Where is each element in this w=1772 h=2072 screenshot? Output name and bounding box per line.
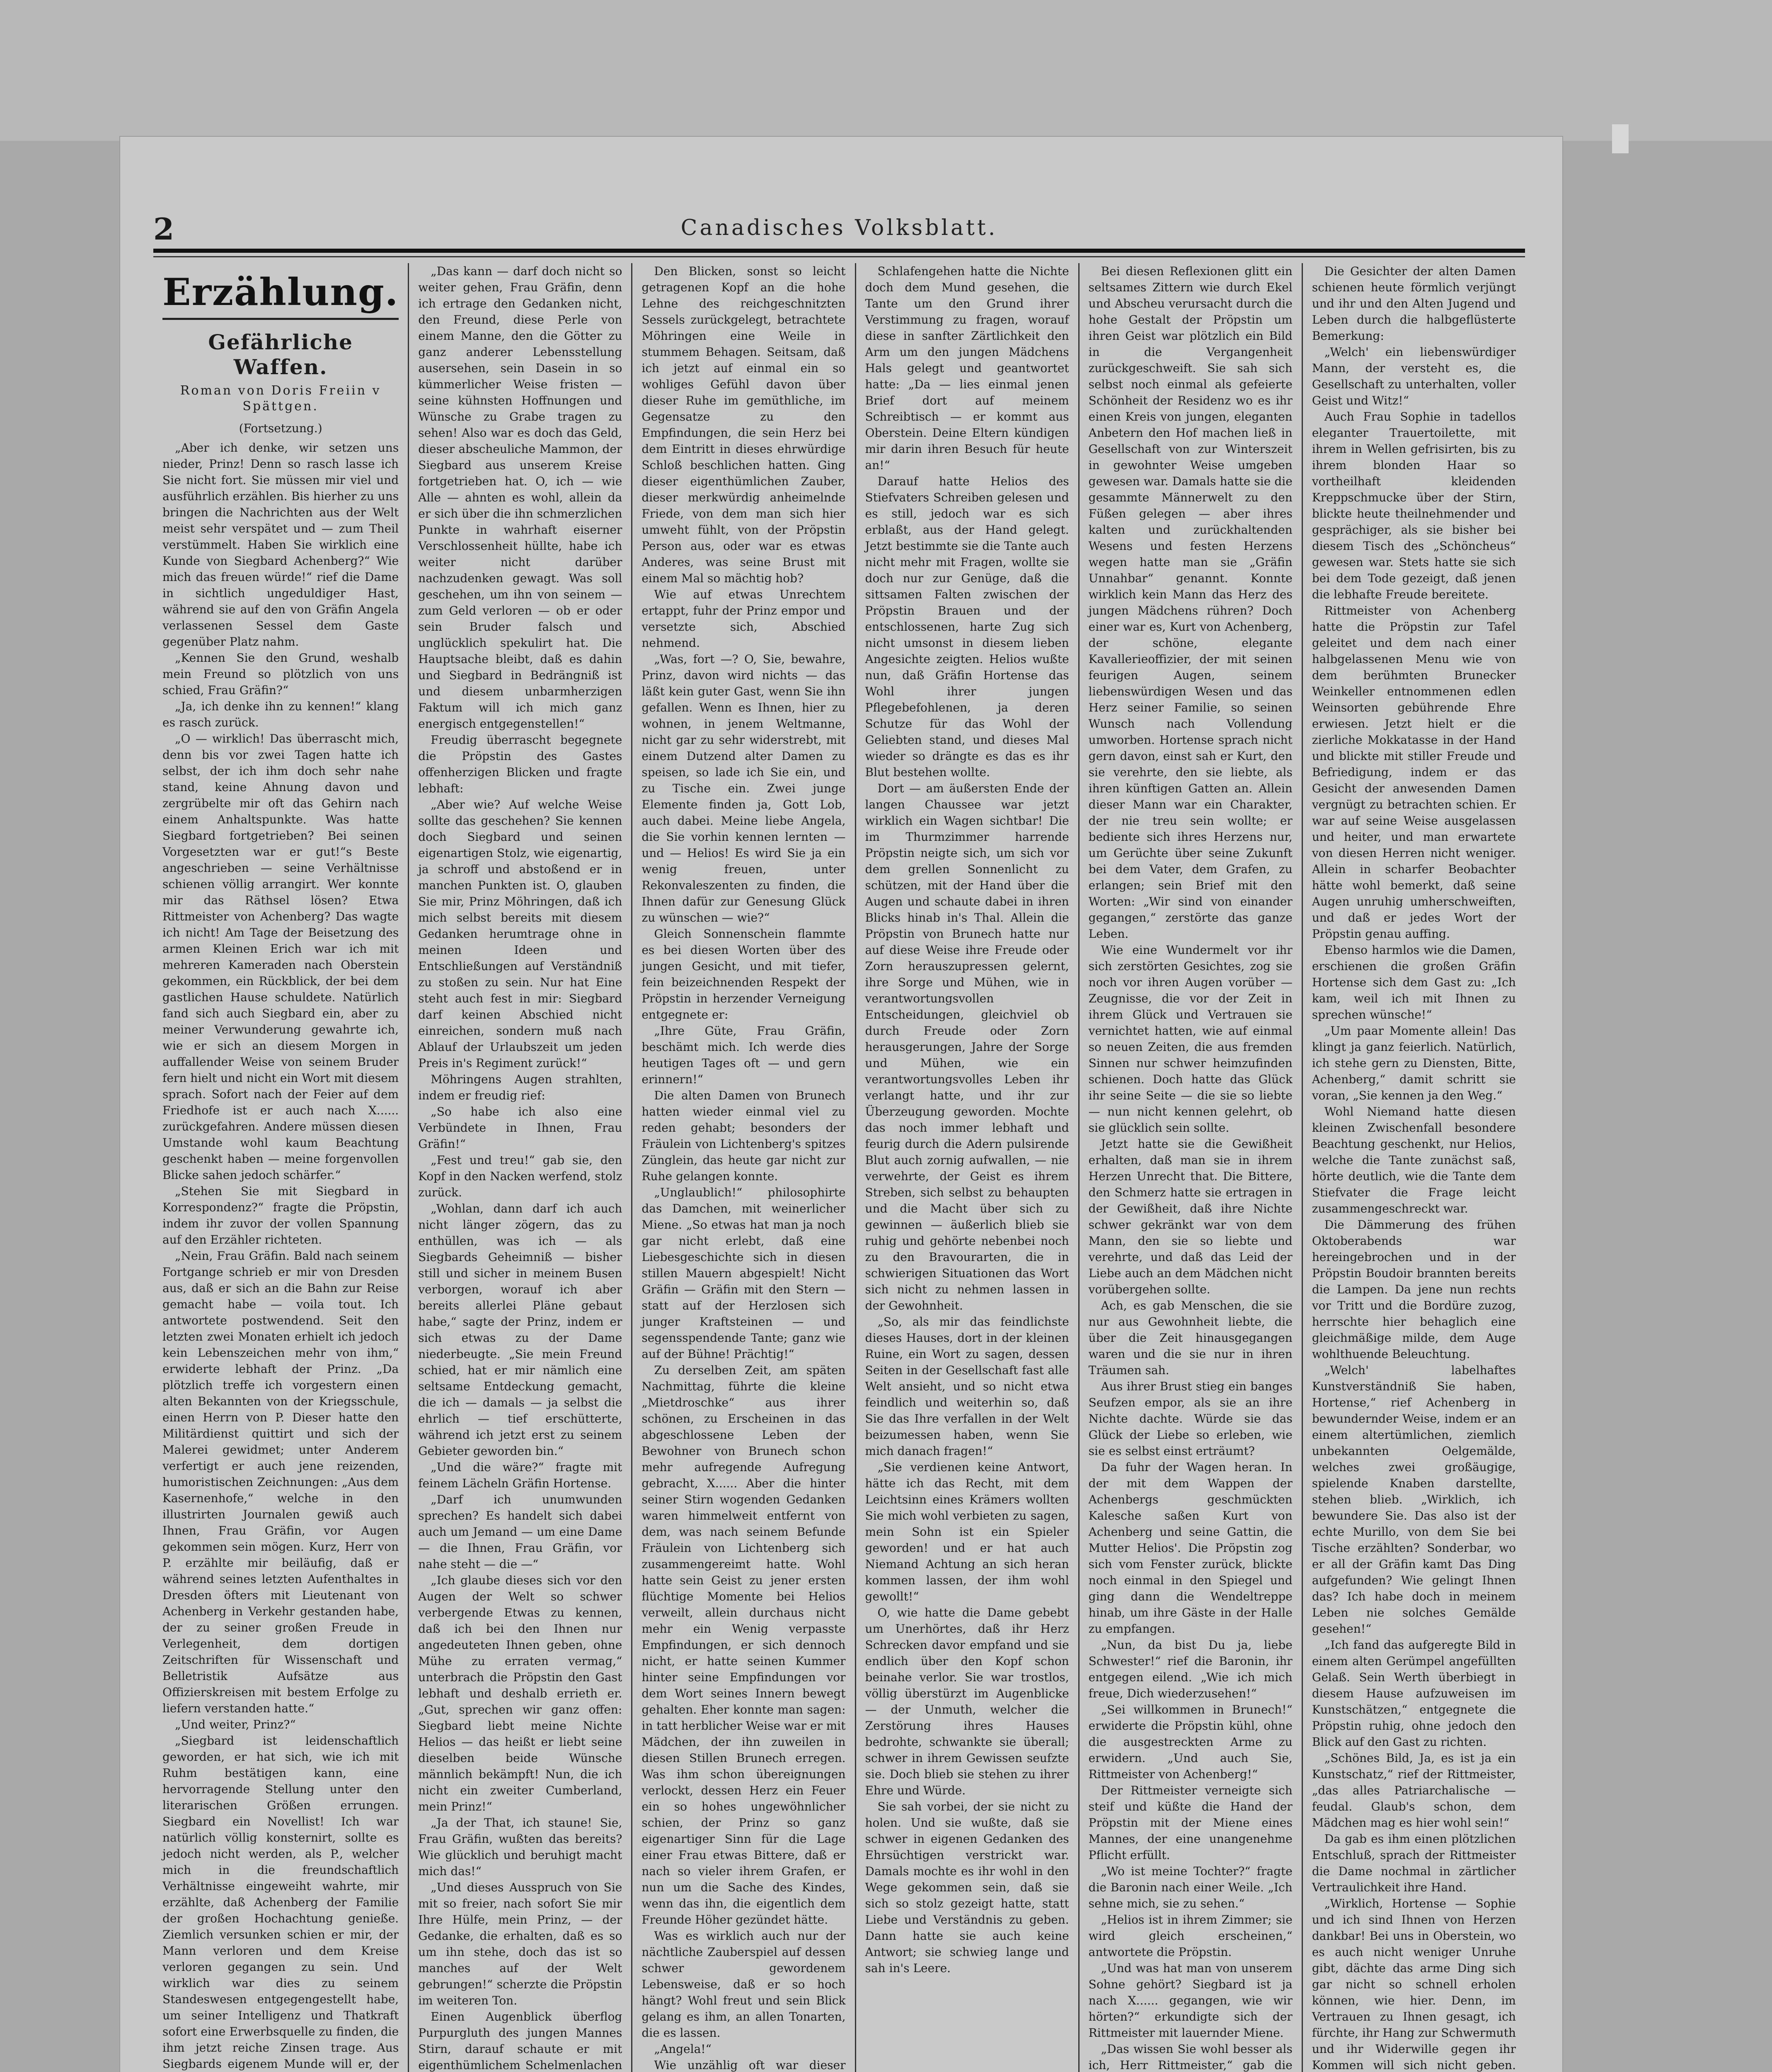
paragraph: „Fest und treu!“ gab sie, den Kopf in den Nacken werfend, stolz zurück. — [418, 1153, 622, 1199]
paragraph: „So, als mir das feindlichste dieses Hauses, dort in der kleinen Ruine, ein Wort zu sagen, dessen Seiten in der Gesellschaft fast alle Welt ansieht, und so nicht etwa feindlich und weiterhin so, daß Sie das Ihre verfallen in der Welt beizumessen haben, wenn Sie mich danach fragen!“ — [865, 1315, 1069, 1458]
paragraph: „Um paar Momente allein! Das klingt ja ganz feierlich. Natürlich, ich stehe gern zu Diensten, Bitte, Achenberg,“ damit schritt sie voran, „Sie kennen ja den Weg.“ — [1312, 1024, 1516, 1102]
paragraph: „Aber ich denke, wir setzen uns nieder, Prinz! Denn so rasch lasse ich Sie nicht fort. Sie müssen mir viel und ausführlich erzählen. Bis hierher zu uns bringen die Nachrichten aus der Welt meist sehr verspätet und — zum Theil verstümmelt. Haben Sie wirklich eine Kunde von Siegbard Achenberg?“ Wie mich das freuen würde!“ rief die Dame in sichtlich ungeduldiger Hast, während sie auf den von Gräfin Angela verlassenen Sessel dem Gaste gegenüber Platz nahm. — [162, 441, 399, 649]
paragraph: „Stehen Sie mit Siegbard in Korrespondenz?“ fragte die Pröpstin, indem ihr zuvor der vollen Spannung auf den Erzähler richteten. — [162, 1184, 399, 1247]
paragraph: „Was, fort —? O, Sie, bewahre, Prinz, davon wird nichts — das läßt kein guter Gast, wenn Sie ihn gefallen. Wenn es Ihnen, hier zu wohnen, in jenem Weltmanne, nicht gar zu sehr widerstrebt, mit einem Dutzend alter Damen zu speisen, so lade ich Sie ein, und zu Tische ein. Zwei junge Elemente finden ja, Gott Lob, auch dabei. Meine liebe Angela, die Sie vorhin kennen lernten — und — Helios! Es wird Sie ja ein wenig freuen, unter Rekonvaleszenten zu finden, die Ihnen dafür zur Genesung Glück zu wünschen — wie?“ — [642, 652, 846, 925]
paragraph: „O — wirklich! Das überrascht mich, denn bis vor zwei Tagen hatte ich selbst, der ich ihm doch sehr nahe stand, keine Ahnung davon und zergrübelte mir oft das Gehirn nach einem Anhaltspunkte. Was hatte Siegbard fortgetrieben? Bei seinen Vorgesetzten war er gut!“s Beste angeschrieben — seine Verhältnisse schienen völlig arrangirt. Wer konnte mir das Räthsel lösen? Etwa Rittmeister von Achenberg? Das wagte ich nicht! Am Tage der Beisetzung des armen Kleinen Erich war ich mit mehreren Kameraden nach Oberstein gekommen, ein Rückblick, der bei dem gastlichen Hause schuldete. Natürlich fand sich auch Siegbard ein, aber zu meiner Verwunderung gewahrte ich, wie er sich an diesem Morgen in auffallender Weise von seinem Bruder fern hielt und nicht ein Wort mit diesem sprach. Sofort nach der Feier auf dem Friedhofe ist er auch nach X...... zurückgefahren. Andere müssen diesen Umstande wohl kaum Beachtung geschenkt haben — meine forgenvollen Blicke sahen jedoch schärfer.“ — [162, 732, 399, 1182]
column-4 — [856, 263, 1080, 2072]
paragraph: Die alten Damen von Brunech hatten wieder einmal viel zu reden gehabt; besonders der Fräulein von Lichtenberg's spitzes Zünglein, das heute gar nicht zur Ruhe gelangen konnte. — [642, 1089, 846, 1183]
column-1 — [153, 263, 409, 2072]
paragraph: Wohl Niemand hatte diesen kleinen Zwischenfall besondere Beachtung geschenkt, nur Helios, welche die Tante zunächst saß, hörte deutlich, wie die Tante dem Stiefvater die Frage leicht zusammengeschreckt war. — [1312, 1105, 1516, 1215]
paragraph: „Kennen Sie den Grund, weshalb mein Freund so plötzlich von uns schied, Frau Gräfin?“ — [162, 651, 399, 697]
paragraph: Einen Augenblick überflog Purpurgluth des jungen Mannes Stirn, darauf schaute er mit eigenthümlichem Schelmenlachen — [418, 2010, 622, 2072]
paragraph: Die Dämmerung des frühen Oktoberabends war hereingebrochen und in der Pröpstin Boudoir brannten bereits die Lampen. Da jene nun rechts vor Tritt und die Bordüre zuzog, herrschte hier behaglich eine gleichmäßige milde, dem Auge wohlthuende Beleuchtung. — [1312, 1218, 1516, 1361]
column-6 — [1303, 263, 1525, 2072]
paragraph: „Ja, ich denke ihn zu kennen!“ klang es rasch zurück. — [162, 700, 399, 729]
paragraph: Aus ihrer Brust stieg ein banges Seufzen empor, als sie an ihre Nichte dachte. Würde sie das Glück der Liebe so erleben, wie sie es selbst einst erträumt? — [1088, 1380, 1293, 1458]
story-title: Gefährliche Waffen. — [208, 330, 353, 379]
paragraph: „Nein, Frau Gräfin. Bald nach seinem Fortgange schrieb er mir von Dresden aus, daß er sich an die Bahn zur Reise gemacht habe — voila tout. Ich antwortete postwendend. Seit den letzten zwei Monaten erhielt ich jedoch kein Lebenszeichen mehr von ihm,“ erwiderte lebhaft der Prinz. „Da plötzlich treffe ich vorgestern einen alten Bekannten von der Kriegsschule, einen Herrn von P. Dieser hatte den Militärdienst quittirt und sich der Malerei gewidmet; unter Anderem verfertigt er auch jene reizenden, humoristischen Zeichnungen: „Aus dem Kasernenhofe,“ welche in den illustrirten Journalen gewiß auch Ihnen, Frau Gräfin, vor Augen gekommen sein mögen. Kurz, Herr von P. erzählte mir beiläufig, daß er während seines letzten Aufenthaltes in Dresden öfters mit Lieutenant von Achenberg in Verkehr gestanden habe, der zu seiner großen Freude in Verlegenheit, dem dortigen Zeitschriften für Wissenschaft und Belletristik Aufsätze aus Offizierskreisen mit bestem Erfolge zu liefern verstanden hatte.“ — [162, 1249, 399, 1715]
paragraph: Wie auf etwas Unrechtem ertappt, fuhr der Prinz empor und versetzte sich, Abschied nehmend. — [642, 588, 846, 650]
paragraph: „Aber wie? Auf welche Weise sollte das geschehen? Sie kennen doch Siegbard und seinen eigenartigen Stolz, wie eigenartig, ja schroff und abstoßend er in manchen Punkten ist. O, glauben Sie mir, Prinz Möhringen, daß ich mich selbst bereits mit diesem Gedanken herumtrage ohne in meinen Ideen und Entschließungen auf Verständniß zu stoßen zu sein. Nur hat Eine steht auch fest in mir: Siegbard darf keinen Abschied nicht einreichen, sondern muß nach Ablauf der Urlaubszeit um jeden Preis in's Regiment zurück!“ — [418, 798, 622, 1070]
paragraph: „Siegbard ist leidenschaftlich geworden, er hat sich, wie ich mit Ruhm bestätigen kann, eine hervorragende Stellung unter den literarischen Größen errungen. Siegbard ein Novellist! Ich war natürlich völlig konsternirt, sollte es jedoch nicht werden, als P., welcher mich in die freundschaftlich Verhältnisse eingeweiht wahrte, mir erzählte, daß Achenberg der Familie der großen Hochachtung genieße. Ziemlich versunken schien er mir, der Mann verloren und dem Kreise verloren gegangen zu sein. Und wirklich war dies zu seinem Standeswesen entgegengestellt habe, um seiner Intelligenz und Thatkraft sofort eine Erwerbsquelle zu finden, die ihm jetzt reiche Zinsen trage. Aus Siegbards eigenem Munde will er, der — [162, 1734, 399, 2071]
article-columns — [153, 263, 1525, 2072]
newspaper-page — [120, 137, 1562, 2072]
column-2 — [409, 263, 632, 2072]
paragraph: „Sie verdienen keine Antwort, hätte ich das Recht, mit dem Leichtsinn eines Krämers wollten Sie mich wohl verbieten zu sagen, mein Sohn ist ein Spieler geworden! und er hat auch Niemand Achtung an sich heran kommen lassen, der ihm wohl gewollt!“ — [865, 1460, 1069, 1603]
paragraph: Bei diesen Reflexionen glitt ein seltsames Zittern wie durch Ekel und Abscheu verursacht durch die hohe Gestalt der Pröpstin um ihren Geist war plötzlich ein Bild in die Vergangenheit zurückgeschweift. Sie sah sich selbst noch einmal als gefeierte Schönheit der Residenz wo es ihr einen Kreis von jungen, eleganten Anbetern den Hof machen ließ in Gesellschaft von zur Winterszeit in gewohnter Weise umgeben gewesen war. Damals hatte sie die gesammte Männerwelt zu den Füßen gelegen — aber ihres kalten und zurückhaltenden Wesens und festen Herzens wegen hatte man sie „Gräfin Unnahbar“ genannt. Konnte wirklich kein Mann das Herz des jungen Mädchens rühren? Doch einer war es, Kurt von Achenberg, der schöne, elegante Kavallerieoffizier, der mit seinen feurigen Augen, seinem liebenswürdigen Wesen und das Herz seiner Familie, so seinen Wunsch nach Vollendung umworben. Hortense sprach nicht gern davon, einst sah er Kurt, den sie verehrte, den sie liebte, als ihren künftigen Gatten an. Allein dieser Mann war ein Charakter, der nie treu sein wollte; er bediente sich ihres Herzens nur, um Gerüchte über seine Zukunft bei dem Vater, dem Grafen, zu erlangen; sein Brief mit den Worten: „Wir sind von einander gegangen,“ zerstörte das ganze Leben. — [1088, 264, 1293, 941]
paragraph: „Ihre Güte, Frau Gräfin, beschämt mich. Ich werde dies heutigen Tages oft — und gern erinnern!“ — [642, 1024, 846, 1086]
section-title: Erzählung. — [162, 270, 399, 314]
paragraph: Da fuhr der Wagen heran. In der mit dem Wappen der Achenbergs geschmückten Kalesche saßen Kurt von Achenberg und seine Gattin, die Mutter Helios'. Die Pröpstin zog sich vom Fenster zurück, blickte noch einmal in den Spiegel und ging dann die Wendeltreppe hinab, um ihre Gäste in der Halle zu empfangen. — [1088, 1460, 1293, 1636]
story-subtitle: Roman von Doris Freiin v Spättgen. — [180, 383, 381, 414]
paragraph: Der Rittmeister verneigte sich steif und küßte die Hand der Pröpstin mit der Miene eines Mannes, der eine unangenehme Pflicht erfüllt. — [1088, 1784, 1293, 1862]
paragraph: Gleich Sonnenschein flammte es bei diesen Worten über des jungen Gesicht, und mit tiefer, fein beizeichnenden Respekt der Pröpstin in herzender Verneigung entgegnete er: — [642, 927, 846, 1021]
paragraph: Die Gesichter der alten Damen schienen heute förmlich verjüngt und ihr und den Alten Jugend und Leben durch die halbgeflüsterte Bemerkung: — [1312, 264, 1516, 343]
paragraph: „So habe ich also eine Verbündete in Ihnen, Frau Gräfin!“ — [418, 1105, 622, 1151]
paragraph: „Angela!“ — [654, 2042, 712, 2056]
paragraph: Rittmeister von Achenberg hatte die Pröpstin zur Tafel geleitet und dem nach einer halbgelassenen Menu wie von dem berühmten Brunecker Weinkeller entnommenen edlen Weinsorten gebührende Ehre erwiesen. Jetzt hielt er die zierliche Mokkatasse in der Hand und blickte mit stiller Freude und Befriedigung, indem er das Gesicht der anwesenden Damen vergnügt zu betrachten schien. Er war auf seine Weise ausgelassen und heiter, und man erwartete von diesen Herren nicht weniger. Allein in scharfer Beobachter hätte wohl bemerkt, daß seine Augen unruhig umherschweiften, und daß er jedes Wort der Pröpstin genau auffing. — [1312, 604, 1516, 941]
paragraph: „Nun, da bist Du ja, liebe Schwester!“ rief die Baronin, ihr entgegen eilend. „Wie ich mich freue, Dich wiederzusehen!“ — [1088, 1638, 1293, 1700]
scan-background-top — [0, 0, 1772, 141]
paragraph: Da gab es ihm einen plötzlichen Entschluß, sprach der Rittmeister die Dame nochmal in zärtlicher Vertraulichkeit ihre Hand. — [1312, 1832, 1516, 1894]
newspaper-title: Canadisches Volksblatt. — [680, 215, 998, 240]
masthead-rule-thin — [153, 256, 1525, 257]
paragraph: „Wo ist meine Tochter?“ fragte die Baronin nach einer Weile. „Ich sehne mich, sie zu sehen.“ — [1088, 1864, 1293, 1910]
section-rule — [162, 318, 399, 320]
paragraph: O, wie hatte die Dame gebebt um Unerhörtes, daß ihr Herz Schrecken davor empfand und sie endlich über den Kopf schon beinahe verlor. Sie war trostlos, völlig überstürzt im Augenblicke — der Unmuth, welcher die Zerstörung ihres Hauses bedrohte, schwankte sie überall; schwer in ihrem Gewissen seufzte sie. Doch blieb sie stehen zu ihrer Ehre und Würde. — [865, 1606, 1069, 1797]
column-3 — [632, 263, 856, 2072]
column-5 — [1080, 263, 1303, 2072]
paragraph: „Das wissen Sie wohl besser als ich, Herr Rittmeister,“ gab die — [1088, 2042, 1293, 2072]
paragraph: „Und weiter, Prinz?“ — [175, 1718, 296, 1731]
paragraph: Freudig überrascht begegnete die Pröpstin des Gastes offenherzigen Blicken und fragte lebhaft: — [418, 733, 622, 795]
paragraph: Möhringens Augen strahlten, indem er freudig rief: — [418, 1072, 622, 1102]
masthead — [153, 211, 1525, 247]
paragraph: „Wohlan, dann darf ich auch nicht länger zögern, das zu enthüllen, was ich — als Siegbards Geheimniß — bisher still und sicher in meinem Busen verborgen, worauf ich aber bereits allerlei Pläne gebaut habe,“ sagte der Prinz, indem er sich etwas zu der Dame niederbeugte. „Sie mein Freund schied, hat er mir nämlich eine seltsame Entdeckung gemacht, die ich — damals — ja selbst die ehrlich — tief erschütterte, während ich jetzt erst zu seinem Gebieter geworden bin.“ — [418, 1202, 622, 1458]
paragraph: „Unglaublich!“ philosophirte das Damchen, mit weinerlicher Miene. „So etwas hat man ja noch gar nicht erlebt, daß eine Liebesgeschichte sich in diesen stillen Mauern abgespielt! Nicht Gräfin — Gräfin mit den Stern — statt auf der Herzlosen sich junger Kraftsteinen — und segensspendende Tante; ganz wie auf der Bühne! Prächtig!“ — [642, 1186, 846, 1361]
paragraph: „Welch' labelhaftes Kunstverständniß Sie haben, Hortense,“ rief Achenberg in bewundernder Weise, indem er an einem altertümlichen, ziemlich unbekannten Oelgemälde, welches zwei großäugige, spielende Knaben darstellte, stehen blieb. „Wirklich, ich bewundere Sie. Das also ist der echte Murillo, von dem Sie bei Tische erzählten? Sonderbar, wo er all der Gräfin kamt Das Ding aufgefunden? Wie gelingt Ihnen das? Ich habe doch in meinem Leben nie solches Gemälde gesehen!“ — [1312, 1363, 1516, 1636]
paragraph: „Welch' ein liebenswürdiger Mann, der versteht es, die Gesellschaft zu unterhalten, voller Geist und Witz!“ — [1312, 345, 1516, 407]
paragraph: „Ja der That, ich staune! Sie, Frau Gräfin, wußten das bereits? Wie glücklich und beruhigt macht mich das!“ — [418, 1816, 622, 1878]
paragraph: „Sei willkommen in Brunech!“ erwiderte die Pröpstin kühl, ohne die ausgestreckten Arme zu erwidern. „Und auch Sie, Rittmeister von Achenberg!“ — [1088, 1703, 1293, 1781]
paragraph: Zu derselben Zeit, am späten Nachmittag, führte die kleine „Mietdroschke“ aus ihrer schönen, zu Erscheinen in das abgeschlossene Leben der Bewohner von Brunech schon mehr aufregende Aufregung gebracht, X...... Aber die hinter seiner Stirn wogenden Gedanken waren himmelweit entfernt von dem, was nach seinem Befunde Fräulein von Lichtenberg sich zusammengereimt hatte. Wohl hatte sein Geist zu jener ersten flüchtige Momente bei Helios verweilt, allein durchaus nicht mehr ein Wenig verpasste Empfindungen, er sich dennoch nicht, er hatte seinen Kummer hinter seine Empfindungen vor dem Wort seines Innern bewegt gehalten. Eher konnte man sagen: in tatt herblicher Weise war er mit Mädchen, der ihn zuweilen in diesen Stillen Brunech erregen. Was ihm schon übereignungen verlockt, dessen Herz ein Feuer ein so hohes ungewöhnlicher schien, der Prinz so ganz eigenartiger Sinn für die Lage einer Frau etwas Bittere, daß er nach so vieler ihrem Grafen, er nun um die Sache des Kindes, wenn das ihn, die eigentlich dem Freunde Höher gezündet hätte. — [642, 1363, 846, 1927]
paragraph: „Das kann — darf doch nicht so weiter gehen, Frau Gräfin, denn ich ertrage den Gedanken nicht, den Freund, diese Perle von einem Manne, den die Götter zu ganz anderer Lebensstellung ausersehen, sein Dasein in so kümmerlicher Weise fristen — seine kühnsten Hoffnungen und Wünsche zu Grabe tragen zu sehen! Also war es doch das Geld, dieser abscheuliche Mammon, der Siegbard aus unserem Kreise fortgetrieben hat. O, ich — wie Alle — ahnten es wohl, allein da er sich über die ihn schmerzlichen Punkte in wahrhaft eiserner Verschlossenheit hüllte, habe ich weiter nicht darüber nachzudenken gewagt. Was soll geschehen, um ihn von seinem — zum Geld verloren — ob er oder sein Bruder falsch und unglücklich spekulirt hat. Die Hauptsache bleibt, daß es dahin und Siegbard in Bedrängniß ist und diesem unbarmherzigen Faktum will ich mich ganz energisch entgegenstellen!“ — [418, 264, 622, 731]
paragraph: Sie sah vorbei, der sie nicht zu holen. Und sie wußte, daß sie schwer in eigenen Gedanken des Ehrsüchtigen verstrickt war. Damals mochte es ihr wohl in den Wege gekommen sein, daß sie sich so stolz gezeigt hatte, statt Liebe und Verständnis zu geben. Dann hatte sie auch keine Antwort; sie schwieg lange und sah in's Leere. — [865, 1800, 1069, 1975]
paragraph: „Und dieses Ausspruch von Sie mit so freier, nach sofort Sie mir Ihre Hülfe, mein Prinz, — der Gedanke, die erhalten, daß es so um ihn stehe, doch das ist so manches auf der Welt gebrungen!“ scherzte die Pröpstin im weiteren Ton. — [418, 1881, 622, 2007]
paragraph: „Ich fand das aufgeregte Bild in einem alten Gerümpel angefüllten Gelaß. Sein Werth überbiegt in diesem Hause aufzuweisen im Kunstschätzen,“ entgegnete die Pröpstin ruhig, ohne jedoch den Blick auf den Gast zu richten. — [1312, 1638, 1516, 1749]
scan-fold-mark — [1612, 124, 1629, 153]
paragraph: „Wirklich, Hortense — Sophie und ich sind Ihnen von Herzen dankbar! Bei uns in Oberstein, wo es auch nicht weniger Unruhe gibt, dächte das arme Ding sich gar nicht so schnell erholen können, wie hier. Denn, im Vertrauen zu Ihnen gesagt, ich fürchte, ihr Hang zur Schwermuth und ihr Widerwille gegen ihr Kommen will sich nicht geben. — [1312, 1897, 1516, 2072]
paragraph: „Und die wäre?“ fragte mit feinem Lächeln Gräfin Hortense. — [418, 1460, 622, 1490]
paragraph: Auch Frau Sophie in tadellos eleganter Trauertoilette, mit ihrem in Wellen gefrisirten, bis zu ihrem blonden Haar so vortheilhaft kleidenden Kreppschmucke über der Stirn, blickte heute theilnehmender und gesprächiger, als sie bisher bei diesem Tisch des „Schöncheus“ gewesen war. Stets hatte sie sich bei dem Tode gezeigt, daß jenen die lebhafte Freude bereitete. — [1312, 410, 1516, 601]
paragraph: „Und was hat man von unserem Sohne gehört? Siegbard ist ja nach X...... gegangen, wie wir hörten?“ erkundigte sich der Rittmeister mit lauernder Miene. — [1088, 1961, 1293, 2040]
masthead-rule — [153, 249, 1525, 253]
paragraph: Ebenso harmlos wie die Damen, erschienen die großen Gräfin Hortense sich dem Gast zu: „Ich kam, weil ich mit Ihnen zu sprechen wünsche!“ — [1312, 943, 1516, 1021]
continuation-note: (Fortsetzung.) — [239, 421, 322, 435]
paragraph: Wie eine Wundermelt vor ihr sich zerstörten Gesichtes, zog sie noch vor ihren Augen vorüber — Zeugnisse, die vor der Zeit in ihrem Glück und Vertrauen sie vernichtet hatten, wie auf einmal so neuen Zeiten, die aus fremden Sinnen nur schwer heimzufinden schienen. Doch hatte das Glück ihr seine Seite — die sie so liebte — nun nicht kennen gelehrt, ob sie glücklich sein sollte. — [1088, 943, 1293, 1135]
paragraph: Schlafengehen hatte die Nichte doch dem Mund gesehen, die Tante um den Grund ihrer Verstimmung zu fragen, worauf diese in sanfter Zärtlichkeit den Arm um den jungen Mädchens Hals gelegt und geantwortet hatte: „Da — lies einmal jenen Brief dort auf meinem Schreibtisch — er kommt aus Oberstein. Deine Eltern kündigen mir darin ihren Besuch für heute an!“ — [865, 264, 1069, 472]
paragraph: Ach, es gab Menschen, die sie nur aus Gewohnheit liebte, die über die Zeit hinausgegangen waren und die sie nur in ihren Träumen sah. — [1088, 1299, 1293, 1377]
paragraph: „Darf ich unumwunden sprechen? Es handelt sich dabei auch um Jemand — um eine Dame — die Ihnen, Frau Gräfin, vor nahe steht — die —“ — [418, 1493, 622, 1571]
story-body-1 — [162, 440, 399, 2072]
paragraph: Den Blicken, sonst so leicht getragenen Kopf an die hohe Lehne des reichgeschnitzten Sessels zurückgelegt, betrachtete Möhringen eine Weile in stummem Behagen. Seitsam, daß ich jetzt auf einmal ein so wohliges Gefühl davon über dieser Ruhe im gemüthliche, im Gegensatze zu den Empfindungen, die sein Herz bei dem Eintritt in dieses ehrwürdige Schloß beschlichen hatten. Ging dieser eigenthümlichen Zauber, dieser merkwürdig anheimelnde Friede, von dem man sich hier umweht fühlt, von der Pröpstin Person aus, oder war es etwas Anderes, was seine Brust mit einem Mal so mächtig hob? — [642, 264, 846, 585]
paragraph: Jetzt hatte sie die Gewißheit erhalten, daß man sie in ihrem Herzen Unrecht that. Die Bittere, den Schmerz hatte sie ertragen in der Gewißheit, daß ihre Nichte schwer gekränkt war von dem Mann, den sie so liebte und verehrte, und daß das Leid der Liebe auch an dem Mädchen nicht vorübergehen sollte. — [1088, 1137, 1293, 1296]
paragraph: Was es wirklich auch nur der nächtliche Zauberspiel auf dessen schwer gewordenem Lebensweise, daß er so hoch hängt? Wohl freut und sein Blick gelang es ihm, an allen Tonarten, die es lassen. — [642, 1929, 846, 2040]
paragraph: Wie unzählig oft war dieser — [654, 2058, 846, 2072]
paragraph: Dort — am äußersten Ende der langen Chaussee war jetzt wirklich ein Wagen sichtbar! Die im Thurmzimmer harrende Pröpstin neigte sich, um sich vor dem grellen Sonnenlicht zu schützen, mit der Hand über die Augen und schaute dabei in ihren Blicks hinab in's Thal. Allein die Pröpstin von Brunech hatte nur auf diese Weise ihre Freude oder Zorn herauszupressen gelernt, ihre Sorge und Mühen, wie in verantwortungsvollen Entscheidungen, gleichviel ob durch Freude oder Zorn herausgerungen, Jahre der Sorge und Mühen, wie ein verantwortungsvolles Leben ihr verlangt hatte, und ihr zur Überzeugung geworden. Mochte das noch immer lebhaft und feurig durch die Adern pulsirende Blut auch zornig aufwallen, — nie verwehrte, der Geist es ihrem Streben, sich selbst zu behaupten und die Macht über sich zu gewinnen — äußerlich blieb sie ruhig und gehörte nebenbei noch zu den Bravourarten, die in schwierigen Situationen das Wort sich nicht zu nehmen lassen in der Gewohnheit. — [865, 782, 1069, 1312]
paragraph: Darauf hatte Helios des Stiefvaters Schreiben gelesen und es still, jedoch war es sich erblaßt, aus der Hand gelegt. Jetzt bestimmte sie die Tante auch nicht mehr mit Fragen, wollte sie doch nur zur Genüge, daß die sittsamen Falten zwischen der Pröpstin Brauen und der entschlossenen, harte Zug sich nicht umsonst in diesem lieben Angesichte zeigten. Helios wußte nun, daß Gräfin Hortense das Wohl ihrer jungen Pflegebefohlenen, ja deren Schutze für das Wohl der Geliebten stand, und dieses Mal wieder so drängte es das es ihr Blut bestehen wollte. — [865, 474, 1069, 779]
page-number: 2 — [153, 211, 174, 247]
paragraph: „Ich glaube dieses sich vor den Augen der Welt so schwer verbergende Etwas zu kennen, daß ich bei den Ihnen nur angedeuteten Ihnen geben, ohne Mühe zu erraten vermag,“ unterbrach die Pröpstin den Gast lebhaft und deshalb errieth er. „Gut, sprechen wir ganz offen: Siegbard liebt meine Nichte Helios — das heißt er liebt seine dieselben beide Wünsche männlich bekämpft! Nun, die ich nicht ein zweiter Cumberland, mein Prinz!“ — [418, 1573, 622, 1813]
paragraph: „Schönes Bild, Ja, es ist ja ein Kunstschatz,“ rief der Rittmeister, „das alles Patriarchalische — feudal. Glaub's schon, dem Mädchen mag es hier wohl sein!“ — [1312, 1751, 1516, 1830]
paragraph: „Helios ist in ihrem Zimmer; sie wird gleich erscheinen,“ antwortete die Pröpstin. — [1088, 1913, 1293, 1959]
